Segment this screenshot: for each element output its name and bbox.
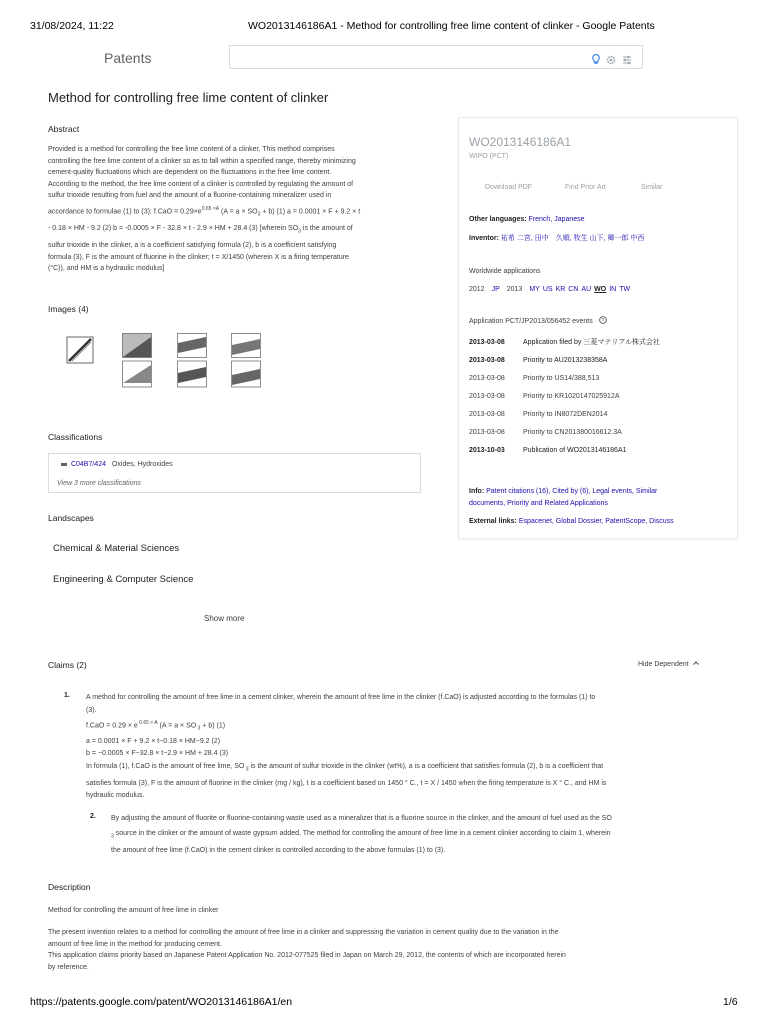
print-datetime: 31/08/2024, 11:22	[30, 20, 114, 32]
info-links-line1[interactable]: Patent citations (16), Cited by (6), Legal events, Similar	[486, 488, 658, 495]
classification-bullet-icon	[61, 463, 67, 466]
other-languages-links[interactable]: French, Japanese	[528, 216, 585, 223]
ww-country[interactable]: JP	[491, 286, 500, 293]
events-heading: Application PCT/JP2013/056452 events ?	[469, 316, 607, 329]
classifications-heading: Classifications	[48, 432, 103, 442]
search-input[interactable]	[234, 49, 584, 66]
worldwide-heading: Worldwide applications	[469, 268, 541, 275]
event-row[interactable]	[469, 387, 729, 405]
view-more-classifications[interactable]: View 3 more classifications	[57, 480, 141, 487]
landscape-item[interactable]: Engineering & Computer Science	[53, 574, 194, 585]
chevron-up-icon	[693, 660, 699, 667]
worldwide-applications: 2012 JP 2013 MY US KR CN AU WO IN TW	[469, 286, 631, 293]
event-date: 2013-10-03	[469, 446, 505, 454]
tune-icon[interactable]	[622, 52, 632, 70]
event-description: Priority to US14/388,513	[523, 374, 600, 382]
claim-1-text: A method for controlling the amount of free lime in a cement clinker, wherein the amount of free lime in the clinker (f.CaO) is adjusted according to the formulas (1) to (3). f.CaO = 0.29 × e $^{0.65 \times A}$ (A = a × SO $_3$ + b) (1) a = 0.0001 × F + 9.2 × t−0.18 × HM−9.2 (2) b = −0.0005 × F−32.8 × t−2.9 × HM + 28.4 (3) In formula (1), f.CaO is the amount of free lime, SO $_3$ is the amount of sulfur trioxide in the clinker (wt%), a is a coefficient that satisfies formula (2), b is a coefficient that satisfies formula (3), F is the amount of fluorine in the clinker (mg / kg), t is a coefficient based on 1450 ° C., t = X / 1450 when the firing temperature is X ° C., and HM is hydraulic modulus.	[86, 694, 607, 800]
patent-info-panel	[458, 117, 738, 539]
abstract-heading: Abstract	[48, 124, 80, 134]
images-heading: Images (4)	[48, 304, 89, 314]
classification-row[interactable]	[61, 461, 173, 468]
info-links: Info: Patent citations (16), Cited by (6), Legal events, Similar documents, Priority and Related Applications	[469, 488, 658, 507]
find-prior-art-link[interactable]: Find Prior Art	[565, 184, 606, 191]
ww-country[interactable]: TW	[619, 286, 631, 293]
svg-text:?: ?	[601, 318, 605, 324]
event-date: 2013-03-08	[469, 410, 505, 418]
events-list	[469, 333, 729, 459]
page-title: Method for controlling free lime content of clinker	[48, 90, 329, 105]
publication-number: WO2013146186A1	[469, 135, 572, 149]
ww-country[interactable]: KR	[555, 286, 566, 293]
ww-country[interactable]: IN	[609, 286, 617, 293]
event-description: Application filed by 三菱マテリアル株式会社	[523, 339, 661, 346]
event-row[interactable]	[469, 333, 729, 351]
claim-number: 2.	[90, 813, 96, 820]
download-pdf-link[interactable]: Download PDF	[485, 184, 533, 191]
thumb-2[interactable]	[122, 333, 152, 389]
event-row[interactable]	[469, 423, 729, 441]
lightbulb-icon[interactable]	[592, 52, 600, 70]
patents-logo[interactable]: Patents	[104, 50, 152, 66]
thumb-3[interactable]	[177, 333, 207, 389]
event-date: 2013-03-08	[469, 392, 505, 400]
classification-label: Oxides, Hydroxides	[111, 461, 173, 468]
event-date: 2013-03-08	[469, 374, 505, 382]
hide-dependent-button[interactable]: Hide Dependent	[638, 660, 699, 668]
event-description: Publication of WO2013146186A1	[523, 446, 627, 454]
description-subtitle: Method for controlling the amount of free lime in clinker	[48, 907, 219, 914]
event-date: 2013-03-08	[469, 428, 505, 436]
landscape-item[interactable]: Chemical & Material Sciences	[53, 543, 180, 554]
info-links-line2[interactable]: documents, Priority and Related Applications	[469, 500, 608, 507]
thumb-1[interactable]	[66, 336, 94, 364]
print-url: https://patents.google.com/patent/WO2013146186A1/en	[30, 996, 293, 1008]
print-page-title: WO2013146186A1 - Method for controlling free lime content of clinker - Google Patents	[248, 20, 655, 32]
claim-number: 1.	[64, 692, 70, 699]
external-links: External links: Espacenet, Global Dossier, PatentScope, Discuss	[469, 518, 674, 525]
publication-org: WIPO (PCT)	[469, 153, 509, 160]
inventors: Inventor: 祐希 二宮, 田中 久順, 牧生 山下, 卿一郎 中西	[469, 235, 645, 242]
other-languages: Other languages: French, Japanese	[469, 216, 585, 223]
event-date: 2013-03-08	[469, 356, 505, 364]
help-icon[interactable]	[599, 316, 607, 329]
description-heading: Description	[48, 882, 91, 892]
claims-heading: Claims (2)	[48, 660, 87, 670]
thumb-4[interactable]	[231, 333, 261, 389]
event-row[interactable]	[469, 369, 729, 387]
similar-link[interactable]: Similar	[641, 184, 663, 191]
ww-country[interactable]: AU	[581, 286, 592, 293]
landscapes-heading: Landscapes	[48, 513, 94, 523]
event-description: Priority to AU2013238358A	[523, 356, 608, 364]
ww-country[interactable]: WO	[594, 286, 607, 293]
ww-country[interactable]: US	[542, 286, 553, 293]
classifications-box	[48, 453, 421, 493]
event-description: Priority to CN201380016612.3A	[523, 428, 622, 436]
search-bar[interactable]	[229, 45, 643, 69]
ww-country[interactable]: CN	[568, 286, 579, 293]
ww-country[interactable]: MY	[529, 286, 540, 293]
classification-code[interactable]: C04B7/424	[70, 461, 106, 468]
event-row[interactable]	[469, 351, 729, 369]
external-links-list[interactable]: Espacenet, Global Dossier, PatentScope, Discuss	[518, 518, 674, 525]
event-description: Priority to IN8072DEN2014	[523, 410, 608, 418]
show-more-button[interactable]: Show more	[204, 614, 245, 623]
settings-icon[interactable]	[606, 52, 616, 70]
print-page-number: 1/6	[723, 996, 738, 1008]
event-description: Priority to KR1020147025912A	[523, 392, 620, 400]
event-row[interactable]	[469, 405, 729, 423]
event-date: 2013-03-08	[469, 338, 505, 346]
inventor-links[interactable]: 祐希 二宮, 田中 久順, 牧生 山下, 卿一郎 中西	[500, 235, 645, 242]
event-row[interactable]	[469, 441, 729, 459]
claim-2-text: By adjusting the amount of fluorite or fluorine-containing waste used as a mineralizer that is a fluorine source in the clinker, and the amount of fuel used as the SO $_3$ source in the clinker or the amount of waste gypsum added, The method for controlling the amount of free lime in a cement clinker according to claim 1, wherein the amount of free lime (f.CaO) in the cement clinker is controlled according to the above formulas (1) to (3).	[111, 815, 612, 854]
abstract-text: Provided is a method for controlling the free lime content of a clinker. This method comprises controlling the free lime content of a clinker so as to fall within a specified range, thereby minimizing cement-quality fluctuations which are dependent on the fluctuations in the free lime content. According to the method, the free lime content of a clinker is controlled by regulating the amount of sulfur trioxide resulting from fuel and the amount of a fluorine-containing mineralizer used in accordance to formulae (1) to (3): $f.CaO = 0.29\times e^{0.65 \times A}$ $(A = a \times SO_3 + b)$ (1) a = 0.0001 × F + 9.2 × t - 0.18 × HM - 9.2 (2) b = -0.0005 × F - 32.8 × t - 2.9 × HM + 28.4 (3) [wherein $SO_3$ is the amount of sulfur trioxide in the clinker, a is a coefficient satisfying formula (2), b is a coefficient satisfying formula (3), F is the amount of fluorine in the clinker; t = X/1450 (wherein X is a firing temperature (°C)), and HM is a hydraulic modulus]	[48, 146, 361, 273]
description-paragraph: The present invention relates to a method for controlling the amount of free lime in a clinker and suppressing the variation in cement quality due to the variation in the amount of free lime in the method for producing cement. This application claims priority based on Japanese Patent Application No. 2012-077525 filed in Japan on March 29, 2012, the contents of which are incorporated herein by reference.	[48, 929, 566, 971]
